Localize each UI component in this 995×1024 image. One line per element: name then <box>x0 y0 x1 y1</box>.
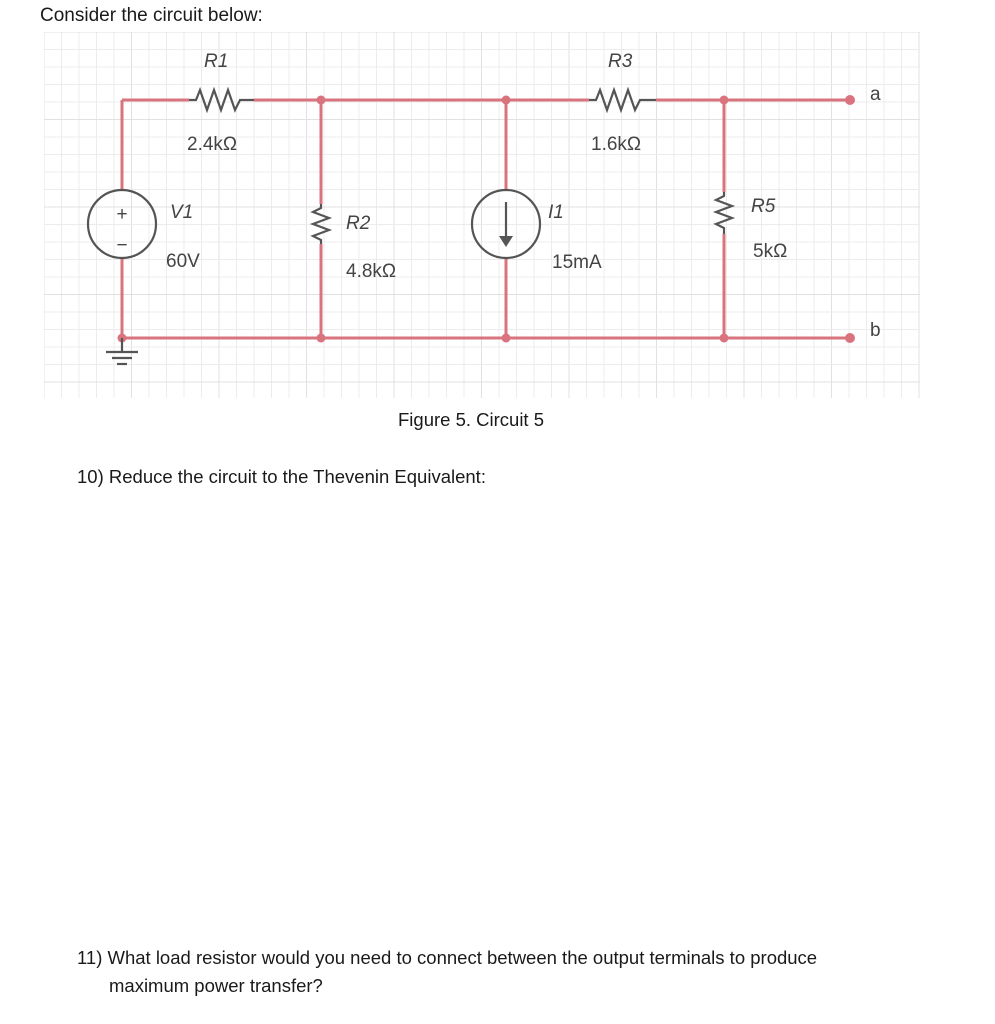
junction-dot <box>502 334 511 343</box>
r1-value-label: 2.4kΩ <box>187 134 238 155</box>
junction-dot <box>720 334 729 343</box>
junction-dot <box>317 334 326 343</box>
i1-value-label: 15mA <box>552 252 602 273</box>
terminal-b-dot <box>845 333 855 343</box>
question-10: 10) Reduce the circuit to the Thevenin Equivalent: <box>77 466 486 487</box>
terminal-a-label: a <box>870 84 881 105</box>
junction-dot <box>720 96 729 105</box>
junction-dot <box>317 96 326 105</box>
ground-icon <box>106 338 138 364</box>
r3-resistor <box>589 90 656 110</box>
r5-resistor <box>716 192 732 234</box>
circuit-diagram <box>44 32 920 398</box>
r3-name-label: R3 <box>608 51 633 72</box>
r5-name-label: R5 <box>751 196 776 217</box>
v1-plus-sign: + <box>116 204 128 225</box>
terminal-a-dot <box>845 95 855 105</box>
terminal-b-label: b <box>870 320 881 341</box>
v1-minus-sign: − <box>116 235 128 256</box>
r3-value-label: 1.6kΩ <box>591 134 642 155</box>
r1-name-label: R1 <box>204 51 229 72</box>
v1-value-label: 60V <box>166 251 200 272</box>
intro-text: Consider the circuit below: <box>40 5 263 26</box>
question-11-line-1: 11) What load resistor would you need to connect between the output terminals to produce <box>77 947 818 968</box>
question-11 <box>77 944 817 1000</box>
r1-resistor <box>189 90 254 110</box>
r2-value-label: 4.8kΩ <box>346 261 397 282</box>
question-11-line-2: maximum power transfer? <box>109 975 323 996</box>
junction-dot <box>502 96 511 105</box>
figure-caption: Figure 5. Circuit 5 <box>398 409 544 430</box>
r2-name-label: R2 <box>346 213 371 234</box>
i1-name-label: I1 <box>548 202 564 223</box>
circuit-figure <box>44 32 920 398</box>
v1-name-label: V1 <box>170 202 194 223</box>
r5-value-label: 5kΩ <box>753 241 788 262</box>
